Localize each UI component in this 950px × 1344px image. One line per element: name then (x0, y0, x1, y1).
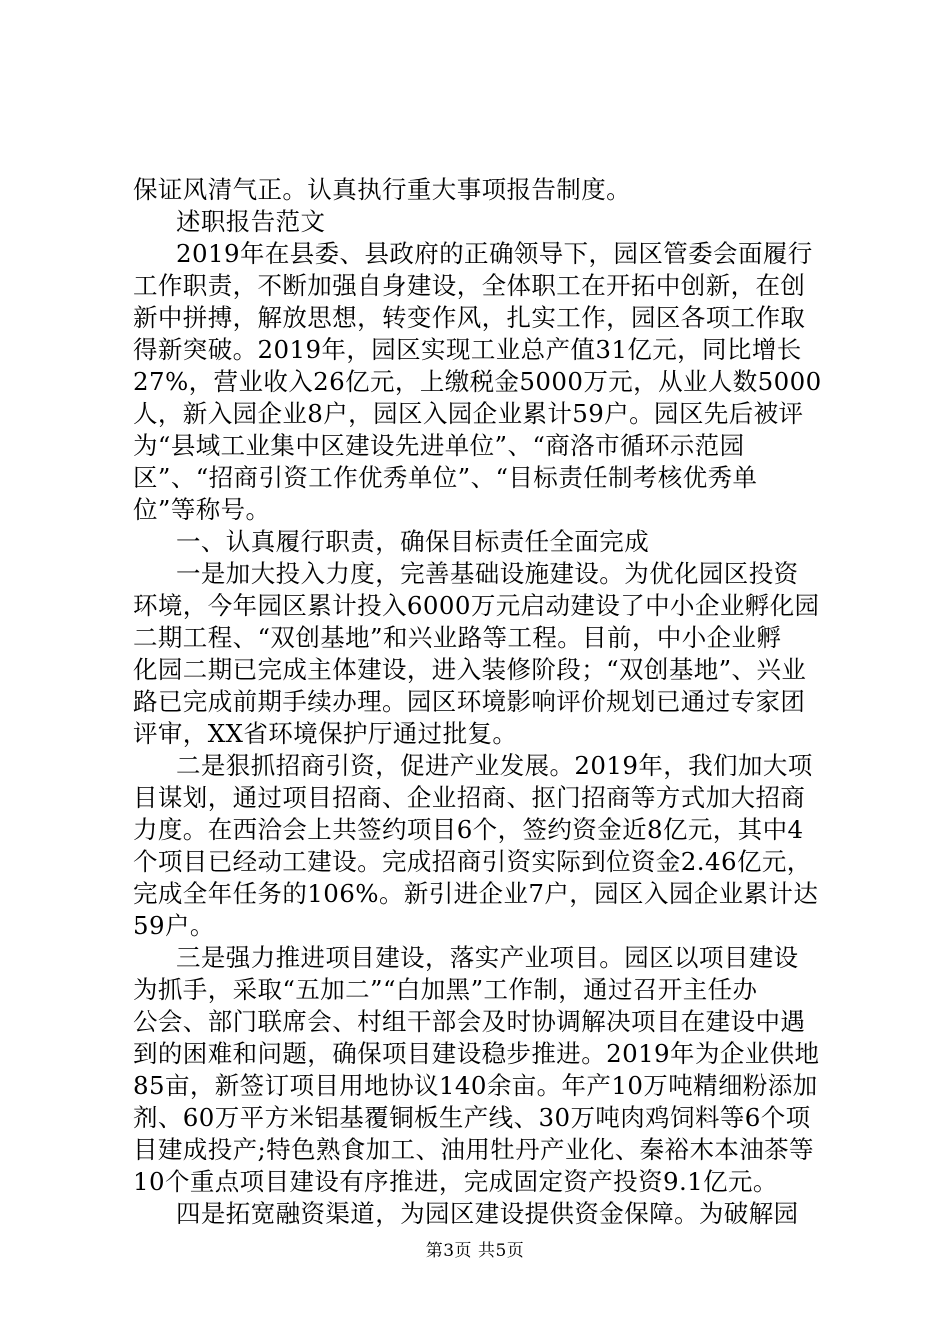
text-line: 三是强力推进项目建设，落实产业项目。园区以项目建设 (176, 943, 799, 972)
text-line: 区”、“招商引资工作优秀单位”、“目标责任制考核优秀单 (133, 463, 758, 492)
text-line: 环境，今年园区累计投入6000万元启动建设了中小企业孵化园 (133, 591, 820, 620)
text-line: 目建成投产;特色熟食加工、油用牡丹产业化、秦裕木本油茶等 (133, 1135, 814, 1164)
text-line: 目谋划，通过项目招商、企业招商、抠门招商等方式加大招商 (133, 783, 806, 812)
text-line: 化园二期已完成主体建设，进入装修阶段；“双创基地”、兴业 (133, 655, 807, 684)
text-line: 力度。在西洽会上共签约项目6个，签约资金近8亿元，其中4 (133, 815, 804, 844)
text-line: 四是拓宽融资渠道，为园区建设提供资金保障。为破解园 (176, 1199, 799, 1228)
text-line: 二是狠抓招商引资，促进产业发展。2019年，我们加大项 (176, 751, 813, 780)
text-line: 评审，XX省环境保护厅通过批复。 (133, 719, 518, 748)
text-line: 一是加大投入力度，完善基础设施建设。为优化园区投资 (176, 559, 799, 588)
text-line: 新中拼搏，解放思想，转变作风，扎实工作，园区各项工作取 (133, 303, 806, 332)
text-line: 为抓手，采取“五加二”“白加黑”工作制，通过召开主任办 (133, 975, 758, 1004)
text-line: 2019年在县委、县政府的正确领导下，园区管委会面履行 (176, 239, 813, 268)
text-line: 27%，营业收入26亿元，上缴税金5000万元，从业人数5000 (133, 367, 822, 396)
text-line: 剂、60万平方米铝基覆铜板生产线、30万吨肉鸡饲料等6个项 (133, 1103, 811, 1132)
page-number-footer: 第3页 共5页 (425, 1241, 525, 1261)
text-line: 10个重点项目建设有序推进，完成固定资产投资9.1亿元。 (133, 1167, 778, 1196)
text-line: 85亩，新签订项目用地协议140余亩。年产10万吨精细粉添加 (133, 1071, 818, 1100)
text-line: 到的困难和问题，确保项目建设稳步推进。2019年为企业供地 (133, 1039, 820, 1068)
text-line: 个项目已经动工建设。完成招商引资实际到位资金2.46亿元， (133, 847, 812, 876)
text-line: 为“县域工业集中区建设先进单位”、“商洛市循环示范园 (133, 431, 745, 460)
text-line: 位”等称号。 (133, 495, 271, 524)
text-line: 公会、部门联席会、村组干部会及时协调解决项目在建设中遇 (133, 1007, 806, 1036)
text-line: 保证风清气正。认真执行重大事项报告制度。 (133, 175, 631, 204)
section-heading: 一、认真履行职责，确保目标责任全面完成 (176, 527, 650, 556)
text-line: 二期工程、“双创基地”和兴业路等工程。目前，中小企业孵 (133, 623, 782, 652)
text-line: 59户。 (133, 911, 215, 940)
section-title: 述职报告范文 (176, 207, 326, 236)
text-line: 人，新入园企业8户，园区入园企业累计59户。园区先后被评 (133, 399, 804, 428)
text-line: 工作职责，不断加强自身建设，全体职工在开拓中创新，在创 (133, 271, 806, 300)
text-line: 路已完成前期手续办理。园区环境影响评价规划已通过专家团 (133, 687, 806, 716)
text-line: 得新突破。2019年，园区实现工业总产值31亿元，同比增长 (133, 335, 802, 364)
text-line: 完成全年任务的106%。新引进企业7户，园区入园企业累计达 (133, 879, 819, 908)
